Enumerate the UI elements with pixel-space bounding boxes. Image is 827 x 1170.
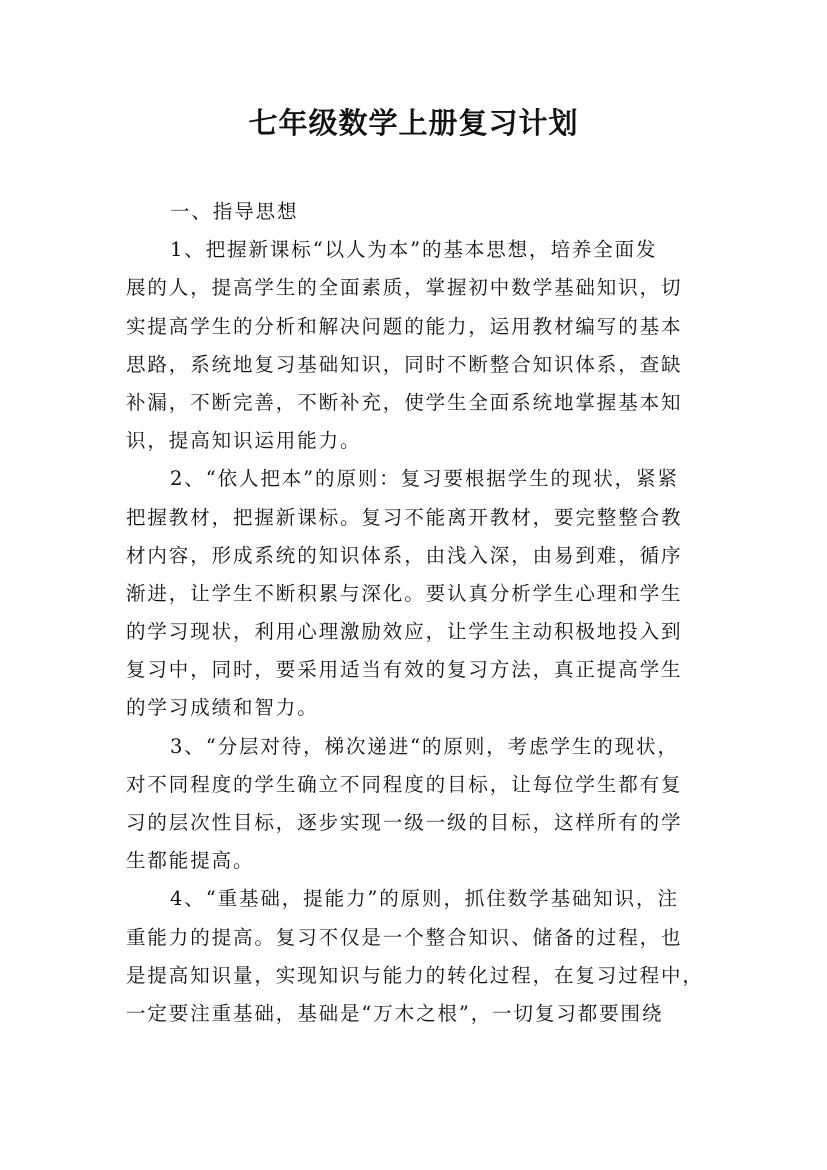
paragraph-line: 思路，系统地复习基础知识，同时不断整合知识体系，查缺 <box>126 352 683 376</box>
paragraph-line: 的学习成绩和智力。 <box>126 696 319 720</box>
paragraph-line: 3、“分层对待，梯次递进“的原则，考虑学生的现状， <box>170 734 679 758</box>
paragraph-line: 4、“重基础，提能力”的原则，抓住数学基础知识，注 <box>170 887 679 911</box>
paragraph-line: 复习中，同时，要采用适当有效的复习方法，真正提高学生 <box>126 658 683 682</box>
paragraph-line: 习的层次性目标，逐步实现一级一级的目标，这样所有的学 <box>126 811 683 834</box>
paragraph-line: 2、“依人把本”的原则：复习要根据学生的现状，紧紧 <box>170 467 679 491</box>
paragraph-line: 对不同程度的学生确立不同程度的目标，让每位学生都有复 <box>126 772 683 796</box>
paragraph-line: 生都能提高。 <box>126 849 255 873</box>
paragraph-line: 把握教材，把握新课标。复习不能离开教材，要完整整合教 <box>126 505 683 529</box>
section-heading: 一、指导思想 <box>170 200 299 223</box>
paragraph-line: 补漏，不断完善，不断补充，使学生全面系统地掌握基本知 <box>126 390 683 414</box>
paragraph-line: 展的人，提高学生的全面素质，掌握初中数学基础知识，切 <box>126 276 683 300</box>
paragraph-line: 是提高知识量，实现知识与能力的转化过程，在复习过程中， <box>126 963 704 987</box>
paragraph-line: 1、把握新课标“以人为本”的基本思想，培养全面发 <box>170 238 658 262</box>
paragraph-line: 材内容，形成系统的知识体系，由浅入深，由易到难，循序 <box>126 543 683 567</box>
paragraph-line: 识，提高知识运用能力。 <box>126 429 362 453</box>
paragraph-line: 重能力的提高。复习不仅是一个整合知识、储备的过程，也 <box>126 925 683 949</box>
paragraph-line: 一定要注重基础，基础是“万木之根”，一切复习都要围绕 <box>126 1001 664 1025</box>
document-body <box>126 193 706 1033</box>
paragraph-line: 渐进，让学生不断积累与深化。要认真分析学生心理和学生 <box>126 581 683 605</box>
paragraph-line: 的学习现状，利用心理激励效应，让学生主动积极地投入到 <box>126 620 683 644</box>
paragraph-line: 实提高学生的分析和解决问题的能力，运用教材编写的基本 <box>126 314 683 338</box>
page-title: 七年级数学上册复习计划 <box>248 106 579 140</box>
